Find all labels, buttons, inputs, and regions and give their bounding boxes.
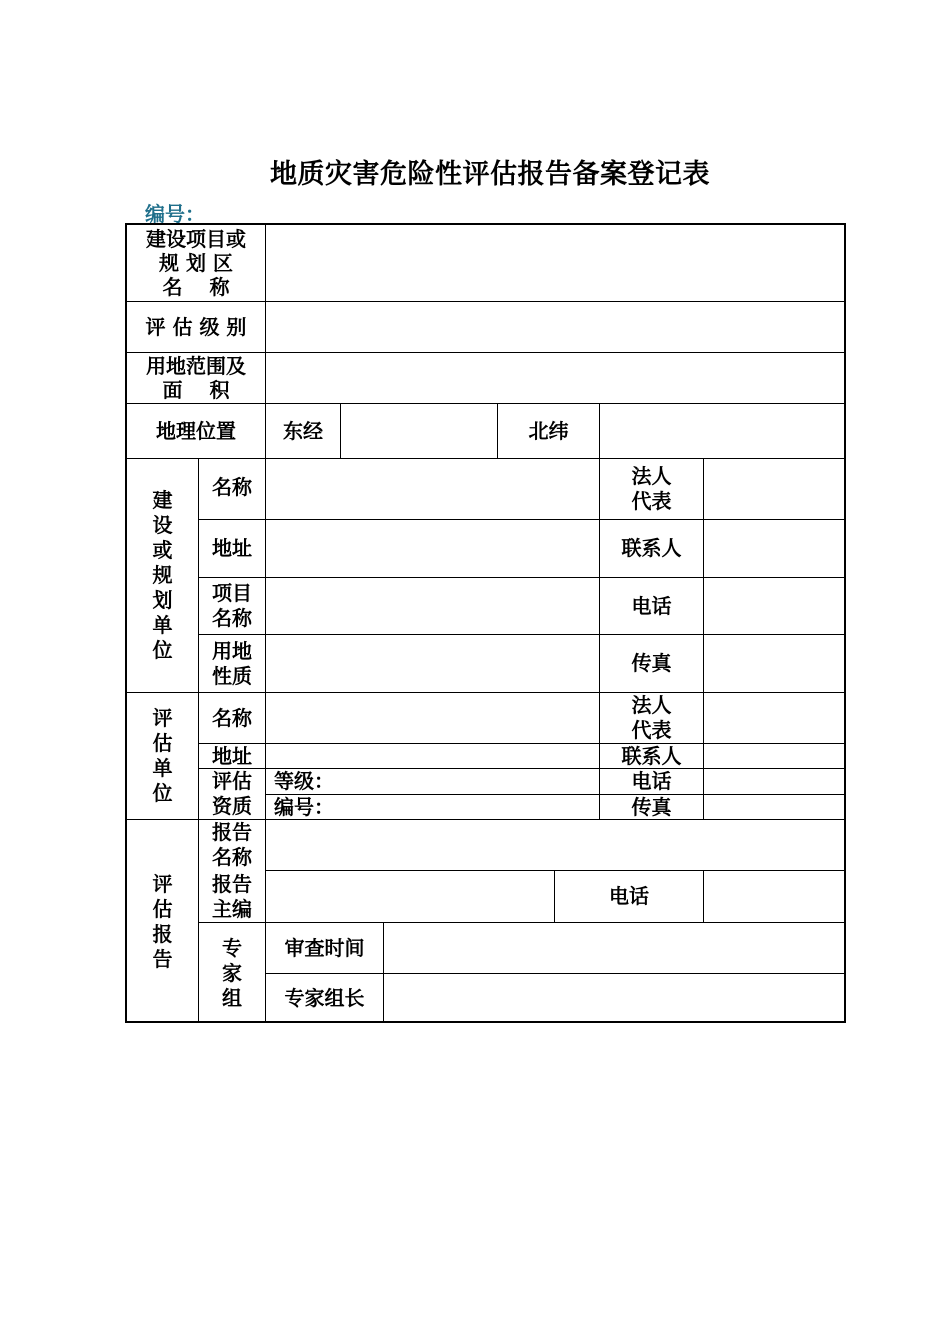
evaluator-qualification-label: 评估 资质 — [212, 769, 252, 818]
builder-legal-rep-label: 法人 代表 — [631, 464, 672, 513]
latitude-label: 北纬 — [528, 418, 569, 443]
evaluator-address-field[interactable] — [266, 744, 599, 768]
builder-land-nature-label: 用地 性质 — [212, 638, 252, 688]
report-phone-label: 电话 — [609, 884, 649, 908]
builder-project-name-field[interactable] — [266, 578, 599, 634]
report-name-label: 报告 名称 — [212, 820, 252, 869]
evaluator-contact-field[interactable] — [704, 744, 846, 768]
review-time-field[interactable] — [384, 923, 846, 973]
evaluator-contact-label: 联系人 — [621, 743, 682, 768]
report-editor-label: 报告 主编 — [212, 871, 252, 921]
evaluator-name-label: 名称 — [212, 705, 252, 730]
evaluator-phone-field[interactable] — [704, 769, 846, 794]
project-name-label: 建设项目或 规 划 区 名 称 — [146, 227, 246, 299]
land-area-field[interactable] — [266, 353, 846, 403]
location-label: 地理位置 — [156, 418, 236, 443]
builder-unit-section-label: 建 设 或 规 划 单 位 — [152, 488, 173, 662]
builder-name-label: 名称 — [212, 474, 252, 499]
review-time-label: 审查时间 — [284, 935, 365, 960]
evaluator-fax-label: 传真 — [631, 794, 672, 819]
builder-fax-label: 传真 — [631, 651, 672, 675]
builder-contact-label: 联系人 — [621, 536, 682, 560]
evaluator-address-label: 地址 — [212, 743, 252, 768]
expert-leader-field[interactable] — [384, 974, 846, 1023]
expert-leader-label: 专家组长 — [284, 986, 365, 1010]
builder-project-name-label: 项目 名称 — [212, 581, 252, 630]
builder-land-nature-field[interactable] — [266, 635, 599, 692]
builder-name-field[interactable] — [266, 459, 599, 519]
qualification-grade-field[interactable]: 等级： — [274, 769, 334, 793]
report-phone-field[interactable] — [704, 871, 846, 922]
builder-phone-field[interactable] — [704, 578, 846, 634]
qualification-number-field[interactable]: 编号： — [274, 794, 334, 819]
evaluation-level-field[interactable] — [266, 302, 846, 352]
builder-phone-label: 电话 — [631, 593, 672, 618]
serial-number-label: 编号： — [145, 202, 205, 226]
builder-address-field[interactable] — [266, 520, 599, 577]
project-name-field[interactable] — [266, 225, 846, 301]
builder-legal-rep-field[interactable] — [704, 459, 846, 519]
report-editor-field[interactable] — [266, 871, 554, 922]
latitude-field[interactable] — [600, 404, 846, 458]
builder-address-label: 地址 — [212, 536, 252, 560]
evaluator-phone-label: 电话 — [631, 769, 672, 793]
evaluator-fax-field[interactable] — [704, 795, 846, 819]
evaluator-name-field[interactable] — [266, 693, 599, 743]
land-area-label: 用地范围及 面 积 — [146, 354, 246, 402]
evaluation-level-label: 评 估 级 别 — [145, 314, 247, 339]
evaluator-legal-rep-label: 法人 代表 — [631, 693, 672, 742]
evaluator-legal-rep-field[interactable] — [704, 693, 846, 743]
evaluator-unit-section-label: 评 估 单 位 — [152, 706, 173, 805]
registration-form-table — [125, 223, 846, 1023]
expert-group-label: 专 家 组 — [222, 935, 242, 1010]
report-name-field[interactable] — [266, 820, 846, 870]
longitude-label: 东经 — [283, 418, 323, 443]
builder-contact-field[interactable] — [704, 520, 846, 577]
form-title: 地质灾害危险性评估报告备案登记表 — [270, 159, 710, 190]
builder-fax-field[interactable] — [704, 635, 846, 692]
report-section-label: 评 估 报 告 — [152, 871, 173, 971]
longitude-field[interactable] — [341, 404, 497, 458]
